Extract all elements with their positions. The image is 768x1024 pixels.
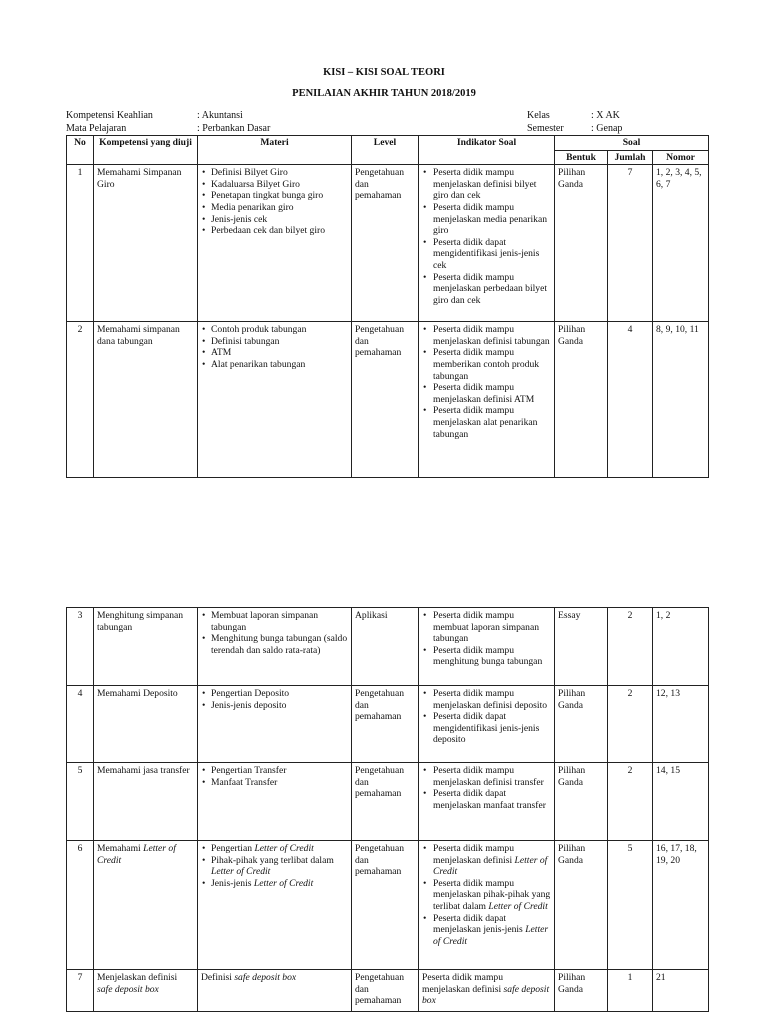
list-item: • Peserta didik dapat mengidentifikasi jenis-jenis deposito — [422, 711, 551, 746]
row-kompetensi: Memahami simpanan dana tabungan — [94, 322, 198, 478]
kompetensi-label: Kompetensi Keahlian — [66, 110, 153, 121]
list-item: • Peserta didik mampu menjelaskan definisi transfer — [422, 765, 551, 788]
row-jumlah: 2 — [608, 763, 653, 841]
table-row — [67, 763, 709, 841]
row-no: 1 — [67, 165, 94, 322]
list-item: • Kadaluarsa Bilyet Giro — [201, 179, 348, 191]
header-nomor: Nomor — [653, 150, 709, 165]
list-item: • Alat penarikan tabungan — [201, 359, 348, 371]
mapel-label: Mata Pelajaran — [66, 123, 127, 134]
indikator-text: Peserta didik mampu menjelaskan definisi — [422, 972, 503, 995]
row-indikator — [419, 608, 555, 686]
list-item: • Peserta didik mampu menjelaskan pihak-pihak yang terlibat dalam Letter of Credit — [422, 878, 551, 913]
row-materi — [198, 763, 352, 841]
header-no: No — [67, 136, 94, 165]
list-item: • Pengertian Letter of Credit — [201, 843, 348, 855]
list-item: • Peserta didik mampu membuat laporan simpanan tabungan — [422, 610, 551, 645]
header-jumlah: Jumlah — [608, 150, 653, 165]
row-kompetensi: Memahami jasa transfer — [94, 763, 198, 841]
list-item: • Peserta didik mampu menjelaskan perbedaan bilyet giro dan cek — [422, 272, 551, 307]
row-materi — [198, 608, 352, 686]
row-level: Pengetahuan dan pemahaman — [352, 841, 419, 970]
list-item: • Peserta didik mampu menjelaskan definisi bilyet giro dan cek — [422, 167, 551, 202]
table-header-row — [67, 136, 709, 151]
list-item: • Pengertian Deposito — [201, 688, 348, 700]
list-item: • Peserta didik dapat menjelaskan manfaat transfer — [422, 788, 551, 811]
header-indikator: Indikator Soal — [419, 136, 555, 165]
row-bentuk: Pilihan Ganda — [555, 322, 608, 478]
list-item: • ATM — [201, 347, 348, 359]
row-level: Pengetahuan dan pemahaman — [352, 322, 419, 478]
row-nomor: 12, 13 — [653, 686, 709, 763]
row-jumlah: 5 — [608, 841, 653, 970]
row-jumlah: 4 — [608, 322, 653, 478]
row-bentuk: Pilihan Ganda — [555, 841, 608, 970]
row-nomor: 1, 2, 3, 4, 5, 6, 7 — [653, 165, 709, 322]
row-jumlah: 2 — [608, 686, 653, 763]
mapel-value: : Perbankan Dasar — [197, 123, 271, 134]
list-item: • Peserta didik dapat mengidentifikasi jenis-jenis cek — [422, 237, 551, 272]
row-kompetensi: Memahami Simpanan Giro — [94, 165, 198, 322]
row-bentuk: Pilihan Ganda — [555, 763, 608, 841]
row-level: Pengetahuan dan pemahaman — [352, 763, 419, 841]
list-item: • Jenis-jenis Letter of Credit — [201, 878, 348, 890]
list-item: • Penetapan tingkat bunga giro — [201, 190, 348, 202]
kisi-table-part-2 — [66, 607, 709, 1012]
row-materi — [198, 841, 352, 970]
list-item: • Peserta didik mampu menjelaskan alat penarikan tabungan — [422, 405, 551, 440]
list-item: • Peserta didik mampu menjelaskan definisi ATM — [422, 382, 551, 405]
row-nomor: 21 — [653, 970, 709, 1012]
list-item: • Peserta didik dapat menjelaskan jenis-jenis Letter of Credit — [422, 913, 551, 948]
kelas-label: Kelas — [527, 110, 550, 121]
kompetensi-text: Memahami — [97, 843, 141, 854]
list-item: • Perbedaan cek dan bilyet giro — [201, 225, 348, 237]
kelas-value: : X AK — [591, 110, 620, 121]
indikator-italic: safe deposit box — [422, 983, 550, 1007]
list-item: • Contoh produk tabungan — [201, 324, 348, 336]
semester-label: Semester — [527, 123, 564, 134]
row-bentuk: Pilihan Ganda — [555, 970, 608, 1012]
header-materi: Materi — [198, 136, 352, 165]
header-kompetensi: Kompetensi yang diuji — [94, 136, 198, 165]
row-level: Pengetahuan dan pemahaman — [352, 686, 419, 763]
row-materi — [198, 686, 352, 763]
row-indikator — [419, 841, 555, 970]
row-indikator — [419, 322, 555, 478]
table-row — [67, 165, 709, 322]
row-materi — [198, 322, 352, 478]
row-indikator — [419, 165, 555, 322]
list-item: • Peserta didik mampu menjelaskan media penarikan giro — [422, 202, 551, 237]
list-item: • Media penarikan giro — [201, 202, 348, 214]
row-indikator — [419, 763, 555, 841]
list-item: • Pengertian Transfer — [201, 765, 348, 777]
list-item: • Pihak-pihak yang terlibat dalam Letter of Credit — [201, 855, 348, 878]
row-nomor: 1, 2 — [653, 608, 709, 686]
row-bentuk: Pilihan Ganda — [555, 686, 608, 763]
header-bentuk: Bentuk — [555, 150, 608, 165]
list-item: • Jenis-jenis deposito — [201, 700, 348, 712]
row-level: Pengetahuan dan pemahaman — [352, 165, 419, 322]
row-indikator — [419, 970, 555, 1012]
header-soal: Soal — [555, 136, 709, 151]
row-no: 4 — [67, 686, 94, 763]
row-indikator — [419, 686, 555, 763]
semester-value: : Genap — [591, 123, 623, 134]
list-item: • Definisi Bilyet Giro — [201, 167, 348, 179]
kompetensi-italic: Letter of Credit — [97, 843, 176, 866]
row-kompetensi — [94, 970, 198, 1012]
row-materi — [198, 970, 352, 1012]
row-no: 3 — [67, 608, 94, 686]
list-item: • Manfaat Transfer — [201, 777, 348, 789]
header-level: Level — [352, 136, 419, 165]
list-item: • Definisi tabungan — [201, 336, 348, 348]
row-kompetensi: Memahami Deposito — [94, 686, 198, 763]
list-item: • Peserta didik mampu memberikan contoh produk tabungan — [422, 347, 551, 382]
row-no: 7 — [67, 970, 94, 1012]
list-item: • Peserta didik mampu menjelaskan definisi Letter of Credit — [422, 843, 551, 878]
row-no: 5 — [67, 763, 94, 841]
row-bentuk: Pilihan Ganda — [555, 165, 608, 322]
table-row — [67, 608, 709, 686]
row-bentuk: Essay — [555, 608, 608, 686]
document-title: KISI – KISI SOAL TEORI — [323, 67, 445, 78]
document-subtitle: PENILAIAN AKHIR TAHUN 2018/2019 — [292, 88, 476, 99]
materi-italic: safe deposit box — [234, 972, 297, 983]
kompetensi-text: Menjelaskan definisi — [97, 972, 178, 983]
list-item: • Membuat laporan simpanan tabungan — [201, 610, 348, 633]
table-row — [67, 970, 709, 1012]
row-jumlah: 7 — [608, 165, 653, 322]
row-no: 6 — [67, 841, 94, 970]
kisi-table-part-1 — [66, 135, 709, 478]
table-row — [67, 841, 709, 970]
list-item: • Peserta didik mampu menjelaskan definisi deposito — [422, 688, 551, 711]
kompetensi-italic: safe deposit box — [97, 983, 159, 995]
row-kompetensi — [94, 841, 198, 970]
row-jumlah: 1 — [608, 970, 653, 1012]
row-kompetensi: Menghitung simpanan tabungan — [94, 608, 198, 686]
table-row — [67, 322, 709, 478]
row-nomor: 14, 15 — [653, 763, 709, 841]
row-level: Pengetahuan dan pemahaman — [352, 970, 419, 1012]
row-jumlah: 2 — [608, 608, 653, 686]
kompetensi-value: : Akuntansi — [197, 110, 243, 121]
list-item: • Peserta didik mampu menghitung bunga tabungan — [422, 645, 551, 668]
row-level: Aplikasi — [352, 608, 419, 686]
list-item: • Menghitung bunga tabungan (saldo terendah dan saldo rata-rata) — [201, 633, 348, 656]
row-nomor: 8, 9, 10, 11 — [653, 322, 709, 478]
row-nomor: 16, 17, 18, 19, 20 — [653, 841, 709, 970]
table-row — [67, 686, 709, 763]
row-materi — [198, 165, 352, 322]
materi-text: Definisi — [201, 972, 232, 983]
row-no: 2 — [67, 322, 94, 478]
list-item: • Peserta didik mampu menjelaskan definisi tabungan — [422, 324, 551, 347]
list-item: • Jenis-jenis cek — [201, 214, 348, 226]
